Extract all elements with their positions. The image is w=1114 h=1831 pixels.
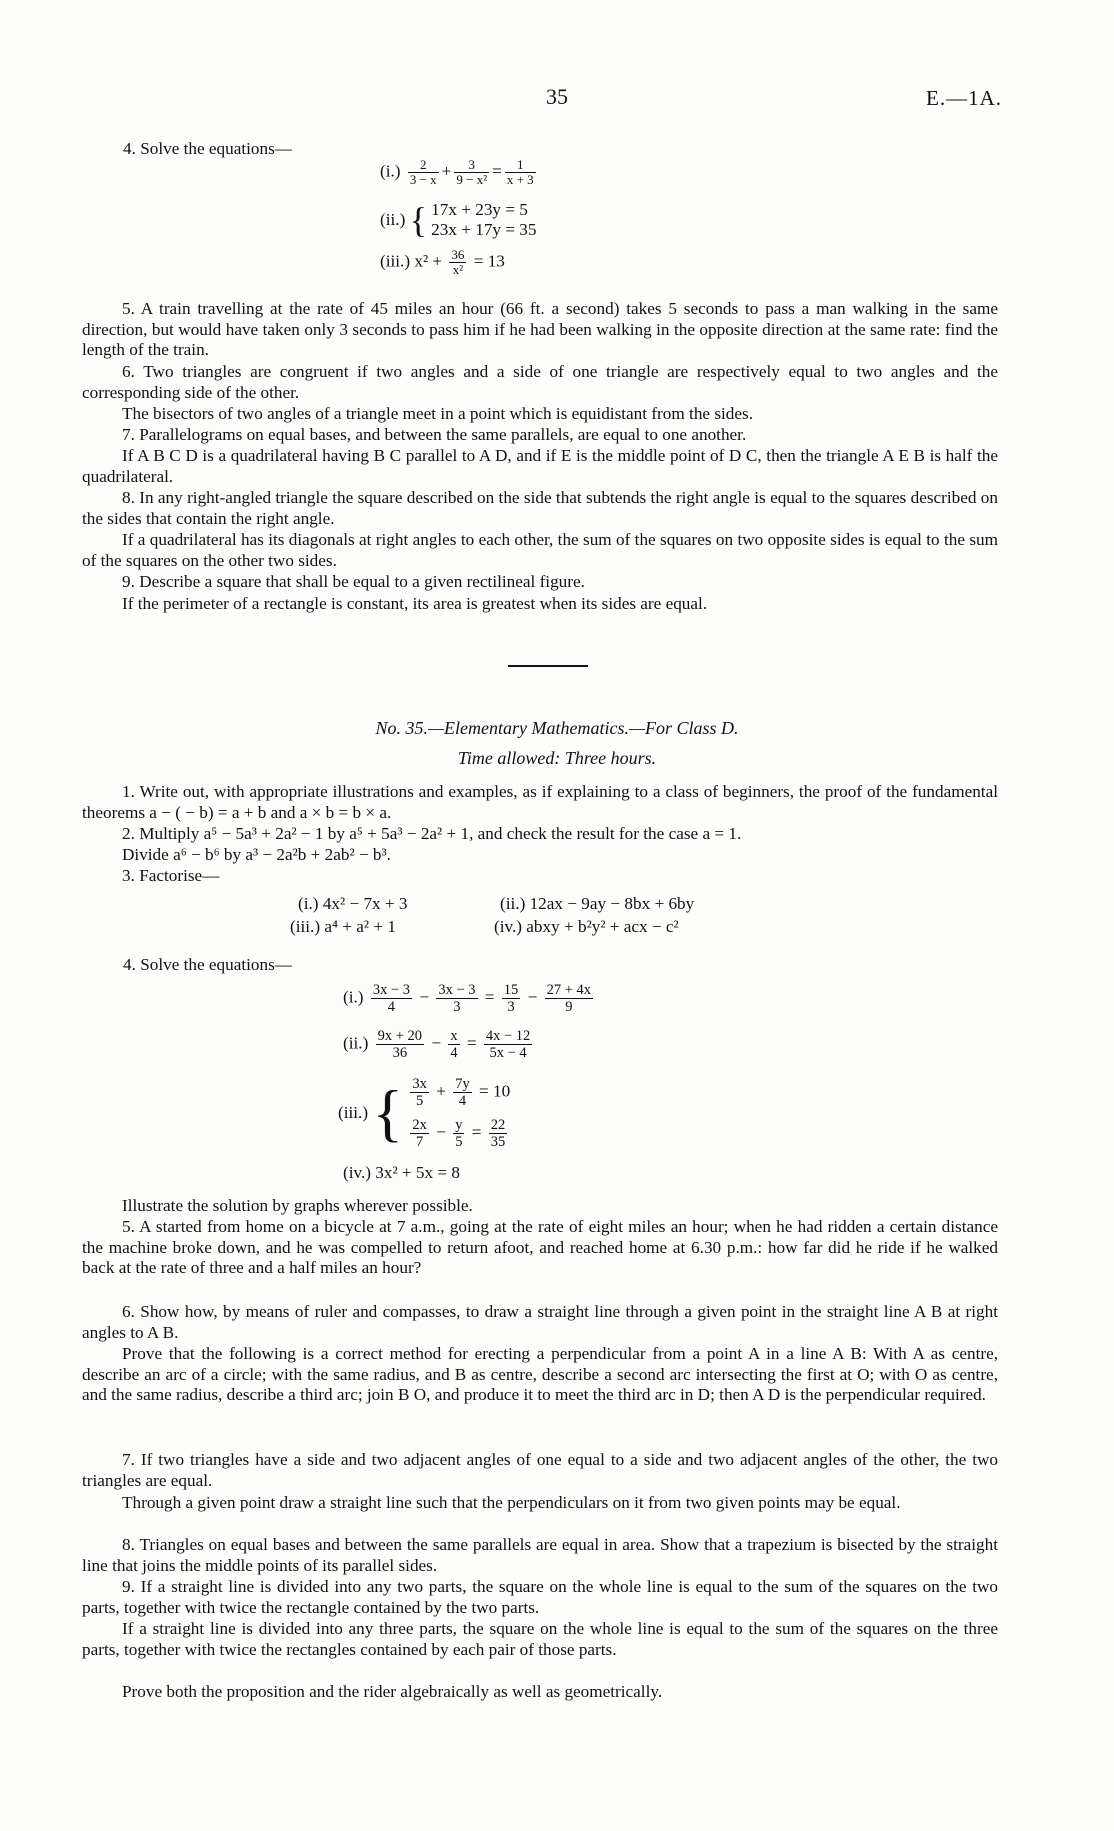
top-q9b: If the perimeter of a rectangle is constant, its area is greatest when its sides are equal. [122,594,708,613]
paper-q8: 8. Triangles on equal bases and between the same parallels are equal in area. Show that a trapezium is bisected by the straight line that joins the middle points of its parallel sides. [82,1535,998,1575]
paper-q9c: Prove both the proposition and the rider algebraically as well as geometrically. [122,1682,663,1701]
paper-q7b: Through a given point draw a straight line such that the perpendiculars on it from two given points may be equal. [122,1493,901,1512]
top-q8a: 8. In any right-angled triangle the square described on the side that subtends the right angle is equal to the squares described on the sides that contain the right angle. [82,488,998,528]
section-divider [508,665,588,667]
top-q8b: If a quadrilateral has its diagonals at right angles to each other, the sum of the squares on two opposite sides is equal to the sum of the squares on the other two sides. [82,530,998,570]
paper-q4-label: 4. Solve the equations— [123,955,292,974]
paper-q9b: If a straight line is divided into any three parts, the square on the whole line is equal to the sum of the squares on the three parts, together with twice the rectangles contained by each pair of those parts. [82,1619,998,1659]
paper-q9a: 9. If a straight line is divided into any two parts, the square on the whole line is equal to the sum of the squares on the two parts, together with twice the rectangle contained by the two parts. [82,1577,998,1617]
paper-eq-ii: (ii.) $\frac{9x + 20}{36}$ − $\frac{x}{4}$ = $\frac{4x - 12}{5x - 4}$ [343,1028,531,1061]
factorise-iv: (iv.) abxy + b²y² + acx − c² [494,917,679,936]
paper-time: Time allowed: Three hours. [457,748,657,768]
factorise-iii: (iii.) a⁴ + a² + 1 [290,917,396,936]
top-eq-ii: (ii.) { 17x + 23y = 5 23x + 17y = 35 [380,200,537,240]
page-number: 35 [546,84,568,109]
top-q5: 5. A train travelling at the rate of 45 miles an hour (66 ft. a second) takes 5 seconds to pass a man walking in the same direction, but would have taken only 3 seconds to pass him if he had been walking in the opposite direction at the same rate: find the length of the train. [82,299,998,359]
paper-q7a: 7. If two triangles have a side and two adjacent angles of one equal to a side and two adjacent angles of the other, the two triangles are equal. [82,1450,998,1490]
top-q7a: 7. Parallelograms on equal bases, and between the same parallels, are equal to one another. [122,425,747,444]
paper-q2a: 2. Multiply a⁵ − 5a³ + 2a² − 1 by a⁵ + 5a³ − 2a² + 1, and check the result for the case a = 1. [122,824,742,843]
paper-eq-iii: (iii.) { $\frac{3x}{5}$ + $\frac{7y}{4}$ = 10 $\frac{2x}{7}$ − $\frac{y}{5}$ = $\frac{22}{35}$ [338,1076,511,1150]
top-eq-iii: (iii.) x² + $\frac{36}{\text{x²}}$ = 13 [380,247,505,277]
paper-title: No. 35.—Elementary Mathematics.—For Class D. [375,718,739,738]
paper-eq-i: (i.) $\frac{3x - 3}{4}$ − $\frac{3x - 3}{3}$ = $\frac{15}{3}$ − $\frac{27 + 4x}{9}$ [343,982,592,1015]
top-q7b: If A B C D is a quadrilateral having B C parallel to A D, and if E is the middle point of D C, then the triangle A E B is half the quadrilateral. [82,446,998,486]
top-q6a: 6. Two triangles are congruent if two angles and a side of one triangle are respectively equal to two angles and the corresponding side of the other. [82,362,998,402]
paper-q6b: Prove that the following is a correct method for erecting a perpendicular from a point A in a line A B: With A as centre, describe an arc of a circle; with the same radius, and B as centre, describe a second arc intersecting the first at O; with O as centre, and the same radius, describe a third arc; join B O, and produce it to meet the third arc in D; then A D is the perpendicular required. [82,1344,998,1404]
paper-eq-iv: (iv.) 3x² + 5x = 8 [343,1163,460,1182]
paper-q5: 5. A started from home on a bicycle at 7 a.m., going at the rate of eight miles an hour; when he had ridden a certain distance the machine broke down, and he was compelled to return afoot, and reached home at 6.30 p.m.: how far did he ride if he walked back at the rate of three and a half miles an hour? [82,1217,998,1277]
top-q9a: 9. Describe a square that shall be equal to a given rectilineal figure. [122,572,585,591]
series-code: E.—1A. [926,86,1002,110]
paper-q4-note: Illustrate the solution by graphs wherever possible. [122,1196,473,1215]
paper-q6a: 6. Show how, by means of ruler and compasses, to draw a straight line through a given point in the straight line A B at right angles to A B. [82,1302,998,1342]
paper-q1: 1. Write out, with appropriate illustrations and examples, as if explaining to a class of beginners, the proof of the fundamental theorems a − ( − b) = a + b and a × b = b × a. [82,782,998,822]
top-q4-label: 4. Solve the equations— [123,139,292,158]
top-q6b: The bisectors of two angles of a triangle meet in a point which is equidistant from the sides. [122,404,754,423]
factorise-ii: (ii.) 12ax − 9ay − 8bx + 6by [500,894,695,913]
factorise-i: (i.) 4x² − 7x + 3 [298,894,408,913]
paper-q3-label: 3. Factorise— [122,866,220,885]
paper-q2b: Divide a⁶ − b⁶ by a³ − 2a²b + 2ab² − b³. [122,845,391,864]
top-eq-i: (i.) $\frac{2}{3 - x}$ + $\frac{3}{\text{9 − x²}}$ = $\frac{1}{x + 3}$ [380,157,534,187]
